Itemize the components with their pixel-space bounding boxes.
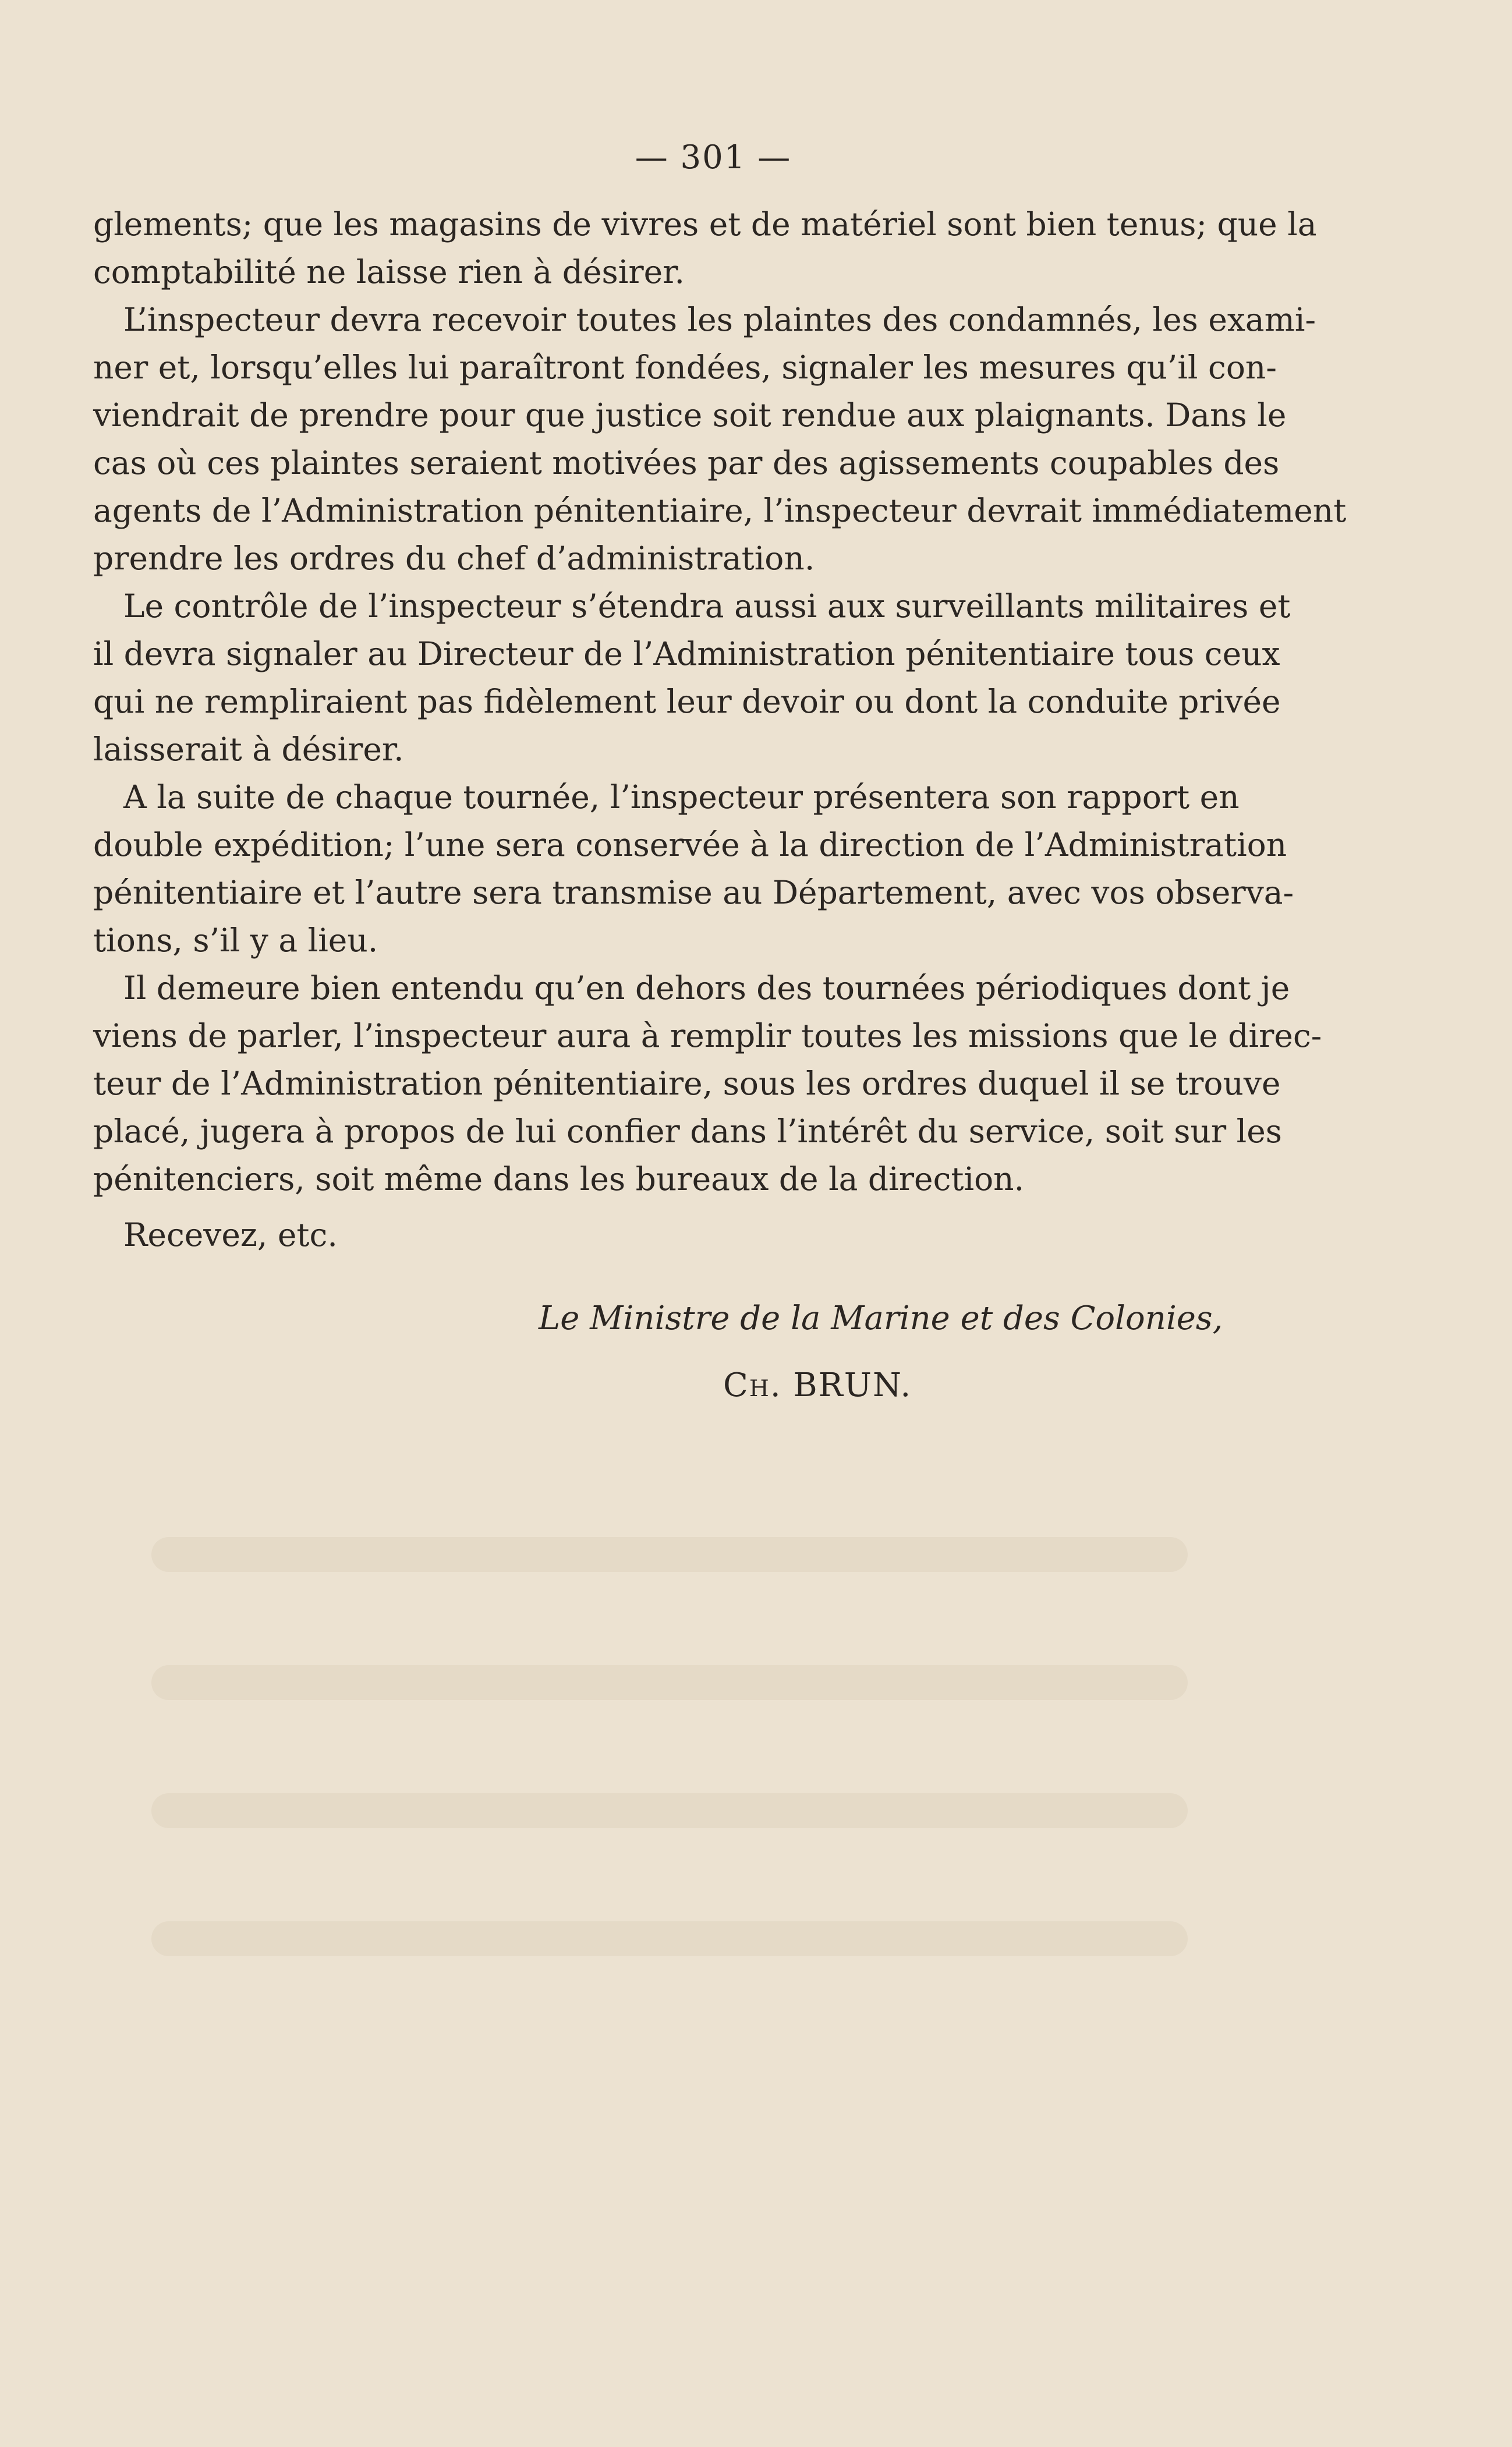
text-line: placé, jugera à propos de lui confier dans l’intérêt du service, soit sur les [93,1113,1283,1150]
text-line: viens de parler, l’inspecteur aura à remplir toutes les missions que le direc- [93,1017,1322,1054]
text-line: qui ne rempliraient pas fidèlement leur devoir ou dont la conduite privée [93,683,1281,720]
text-line: tions, s’il y a lieu. [93,922,378,959]
text-line: comptabilité ne laisse rien à désirer. [93,253,685,291]
text-line: viendrait de prendre pour que justice soit rendue aux plaignants. Dans le [93,396,1287,434]
text-line: Le contrôle de l’inspecteur s’étendra aussi aux surveillants militaires et [123,587,1291,625]
text-line: teur de l’Administration pénitentiaire, sous les ordres duquel il se trouve [93,1065,1281,1102]
text-line: agents de l’Administration pénitentiaire, l’inspecteur devrait immédiatement [93,492,1347,529]
text-line: pénitentiaire et l’autre sera transmise au Département, avec vos observa- [93,874,1294,911]
text-line: cas où ces plaintes seraient motivées par des agissements coupables des [93,444,1280,481]
text-line: glements; que les magasins de vivres et de matériel sont bien tenus; que la [93,206,1317,243]
page-number: — 301 — [635,139,792,176]
text-line: ner et, lorsqu’elles lui paraîtront fondées, signaler les mesures qu’il con- [93,349,1277,386]
text-line: prendre les ordres du chef d’administration. [93,540,815,577]
text-line: A la suite de chaque tournée, l’inspecteur présentera son rapport en [123,778,1240,816]
signature-title: Le Ministre de la Marine et des Colonies, [539,1299,1223,1337]
text-line: pénitenciers, soit même dans les bureaux de la direction. [93,1160,1025,1198]
text-line: L’inspecteur devra recevoir toutes les plaintes des condamnés, les exami- [123,301,1316,338]
text-line: double expédition; l’une sera conservée à la direction de l’Administration [93,826,1287,863]
closing-line: Recevez, etc. [123,1216,338,1253]
text-line: il devra signaler au Directeur de l’Administration pénitentiaire tous ceux [93,635,1280,672]
text-line: laisserait à désirer. [93,731,404,768]
signature-name: Ch. BRUN. [723,1366,912,1404]
text-line: Il demeure bien entendu qu’en dehors des tournées périodiques dont je [123,969,1290,1007]
